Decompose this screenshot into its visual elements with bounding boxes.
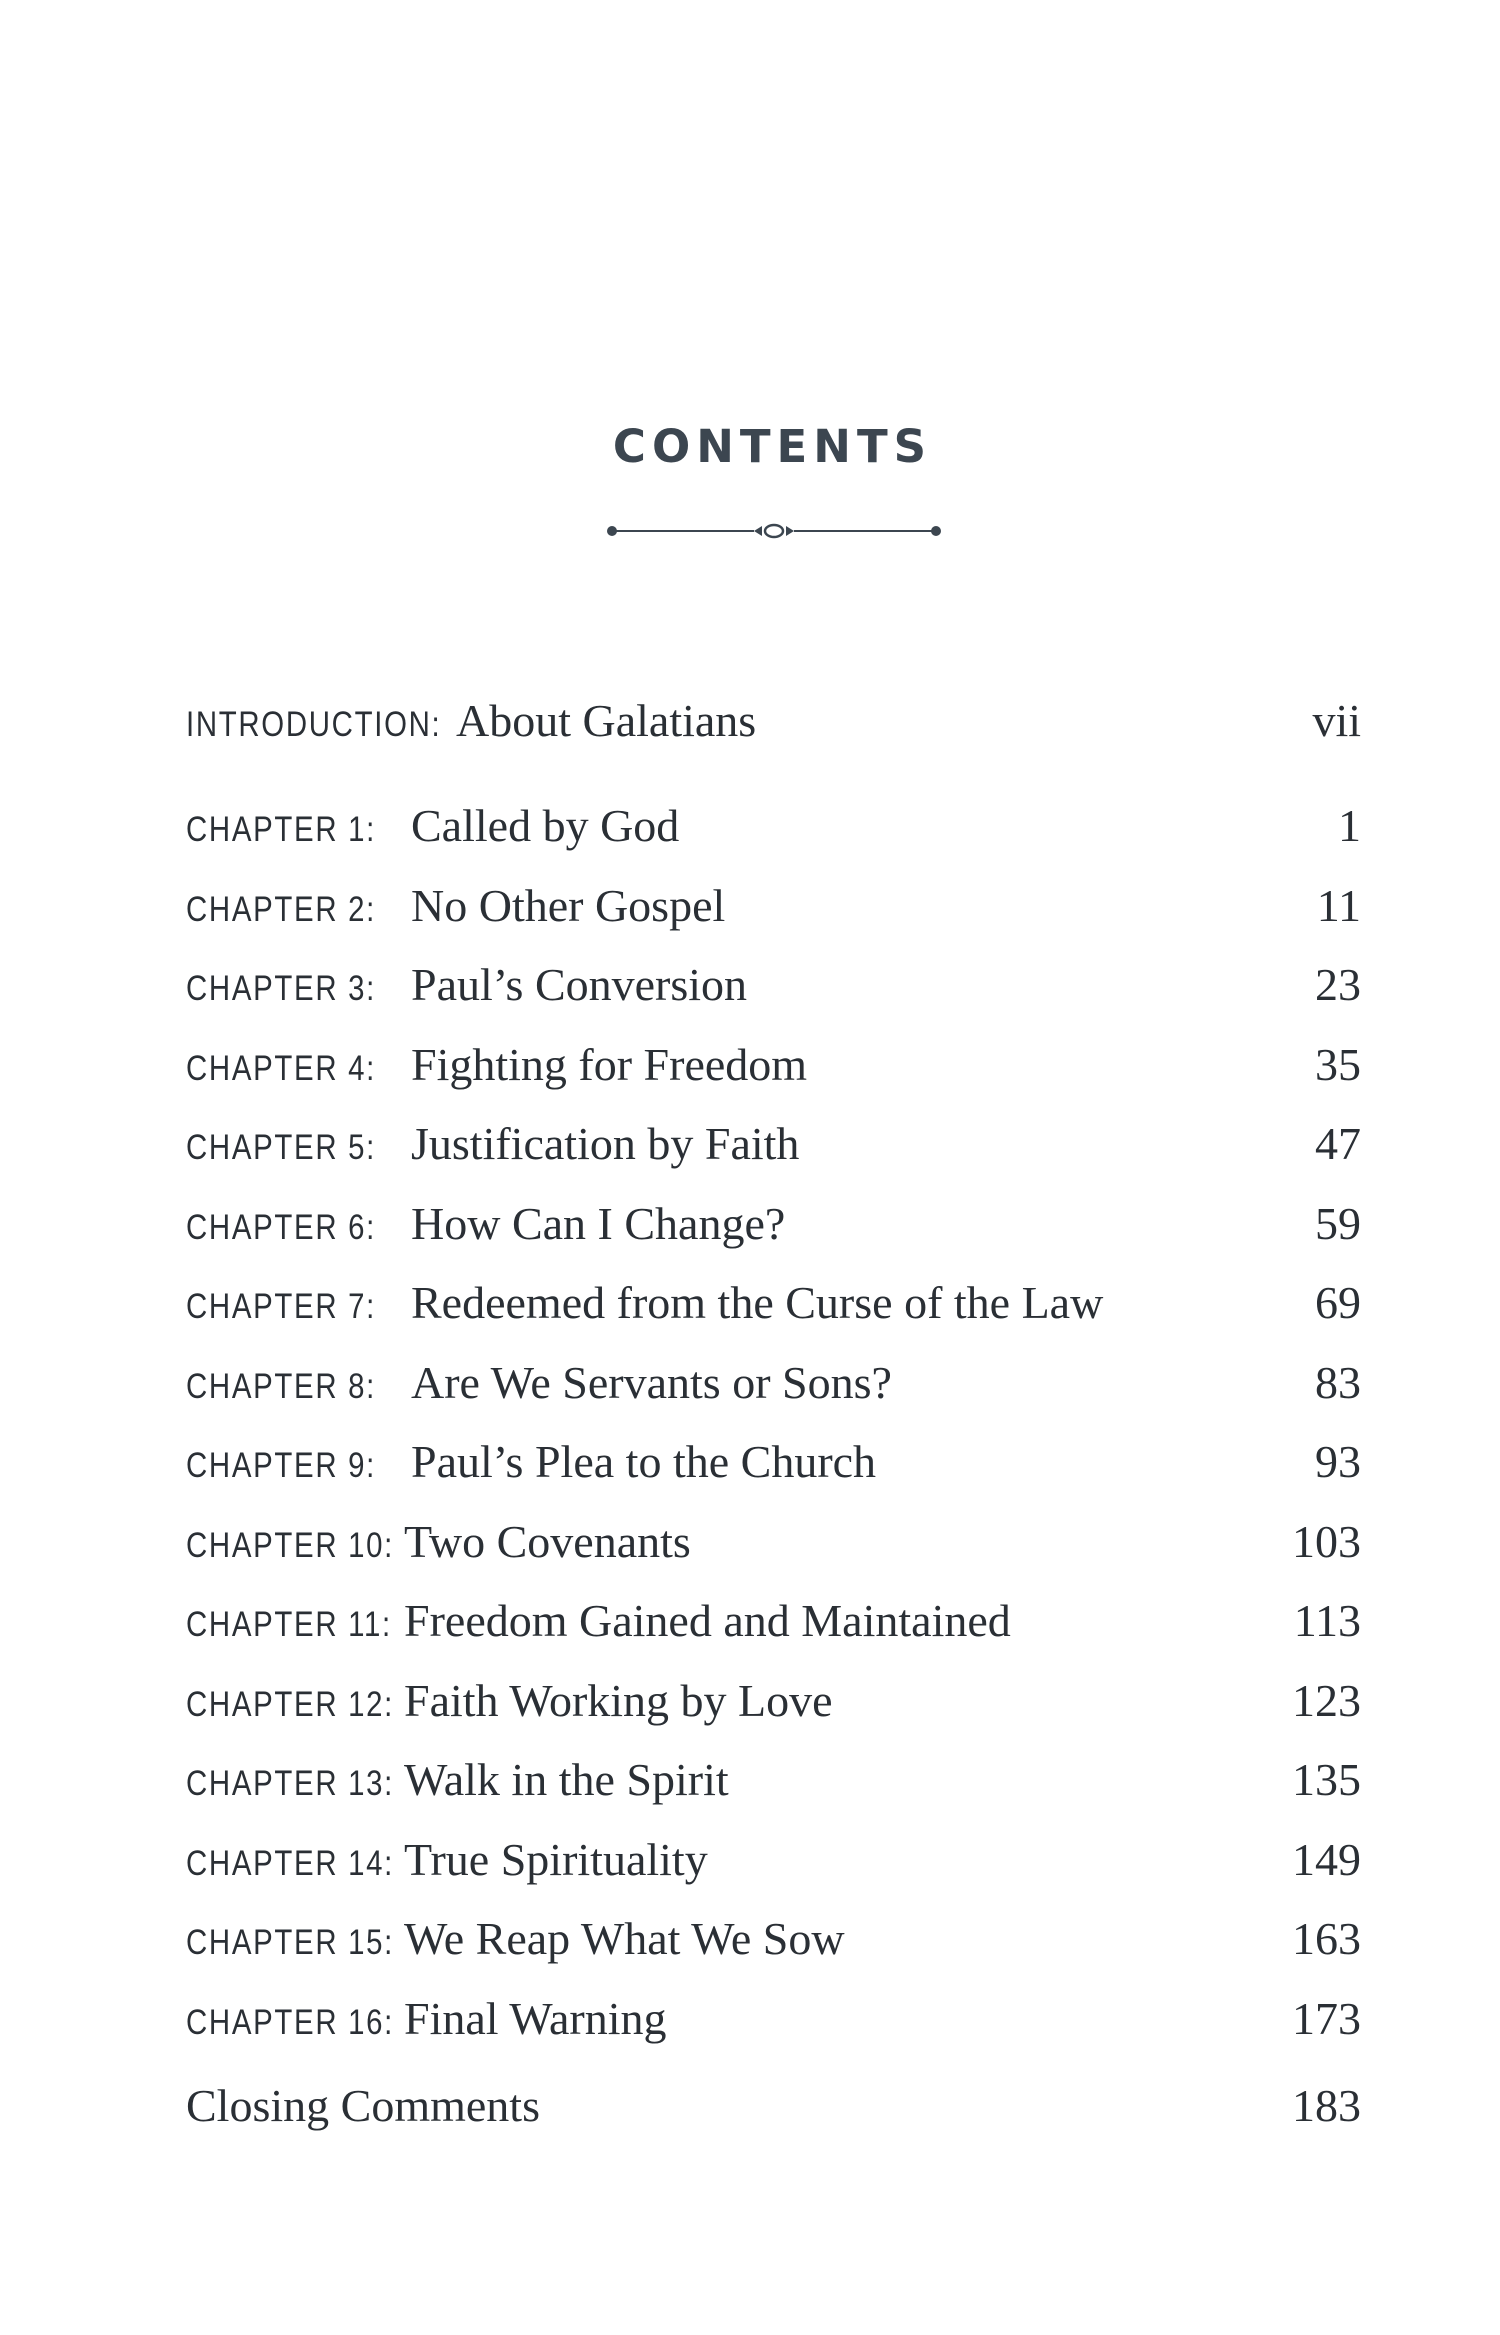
toc-chapter-row[interactable] — [186, 790, 1361, 860]
toc-title: Paul’s Conversion — [411, 959, 748, 1010]
toc-label: CHAPTER 11: — [186, 1605, 392, 1644]
toc-page-number: 23 — [1315, 959, 1361, 1010]
toc-label: CHAPTER 10: — [186, 1525, 395, 1565]
toc-closing-row[interactable] — [186, 2070, 1361, 2140]
toc-title: Final Warning — [404, 1992, 667, 2044]
toc-page-number: 69 — [1315, 1277, 1361, 1328]
toc-page-number: 163 — [1292, 1913, 1361, 1964]
toc-introduction-row[interactable] — [186, 685, 1361, 755]
toc-page-number: 173 — [1292, 1992, 1361, 2044]
toc-label: CHAPTER 16: — [186, 2002, 395, 2042]
toc-chapter-row[interactable] — [186, 1665, 1361, 1735]
toc-chapter-row[interactable] — [186, 1983, 1361, 2053]
toc-page-number: 123 — [1292, 1674, 1361, 1726]
toc-chapter-row[interactable] — [186, 1744, 1361, 1814]
toc-title: Are We Servants or Sons? — [411, 1356, 892, 1408]
toc-page-number: 35 — [1315, 1038, 1361, 1090]
toc-title: We Reap What We Sow — [404, 1913, 845, 1964]
toc-page-number: 47 — [1315, 1118, 1361, 1169]
toc-label: CHAPTER 1: — [186, 810, 376, 849]
toc-label: CHAPTER 6: — [186, 1207, 376, 1247]
toc-title: Faith Working by Love — [404, 1674, 833, 1726]
toc-chapter-row[interactable] — [186, 1506, 1361, 1576]
toc-chapter-row[interactable] — [186, 1267, 1361, 1337]
toc-label: CHAPTER 13: — [186, 1764, 395, 1803]
toc-title: Walk in the Spirit — [404, 1754, 729, 1805]
toc-chapter-row[interactable] — [186, 949, 1361, 1019]
toc-title: Called by God — [411, 800, 680, 851]
toc-chapter-row[interactable] — [186, 870, 1361, 940]
toc-chapter-row[interactable] — [186, 1824, 1361, 1894]
toc-label: CHAPTER 4: — [186, 1048, 376, 1088]
toc-page-number: 1 — [1338, 800, 1361, 851]
toc-label: CHAPTER 12: — [186, 1684, 395, 1724]
toc-chapter-row[interactable] — [186, 1029, 1361, 1099]
toc-title: How Can I Change? — [411, 1197, 786, 1249]
toc-title: Closing Comments — [186, 2080, 540, 2131]
toc-title: No Other Gospel — [411, 879, 726, 931]
toc-title: Freedom Gained and Maintained — [404, 1595, 1011, 1646]
toc-page-number: 59 — [1315, 1197, 1361, 1249]
toc-label: CHAPTER 15: — [186, 1923, 395, 1962]
toc-page-number: 83 — [1315, 1356, 1361, 1408]
toc-page-number: 103 — [1292, 1515, 1361, 1567]
toc-page-number: vii — [1312, 695, 1361, 746]
toc-chapter-row[interactable] — [186, 1108, 1361, 1178]
toc-title: True Spirituality — [404, 1833, 708, 1885]
toc-label: INTRODUCTION: — [186, 705, 442, 744]
toc-title: Two Covenants — [404, 1515, 691, 1567]
toc-label: CHAPTER 14: — [186, 1843, 395, 1883]
toc-page-number: 149 — [1292, 1833, 1361, 1885]
toc-title: Fighting for Freedom — [411, 1038, 808, 1090]
toc-chapter-row[interactable] — [186, 1347, 1361, 1417]
toc-page-number: 113 — [1293, 1595, 1361, 1646]
toc-label: CHAPTER 7: — [186, 1287, 376, 1326]
toc-page-number: 93 — [1315, 1436, 1361, 1487]
page-title: CONTENTS — [612, 420, 933, 473]
toc-label: CHAPTER 8: — [186, 1366, 376, 1406]
toc-chapter-row[interactable] — [186, 1188, 1361, 1258]
toc-title: Justification by Faith — [411, 1118, 800, 1169]
toc-chapter-row[interactable] — [186, 1426, 1361, 1496]
toc-page-number: 135 — [1292, 1754, 1361, 1805]
toc-chapter-row[interactable] — [186, 1585, 1361, 1655]
toc-label: CHAPTER 2: — [186, 889, 376, 929]
toc-title: Paul’s Plea to the Church — [411, 1436, 877, 1487]
toc-title: Redeemed from the Curse of the Law — [411, 1277, 1104, 1328]
toc-page-number: 183 — [1292, 2080, 1361, 2131]
toc-title: About Galatians — [456, 695, 757, 746]
toc-label: CHAPTER 5: — [186, 1128, 376, 1167]
toc-label: CHAPTER 3: — [186, 969, 376, 1008]
toc-label: CHAPTER 9: — [186, 1446, 376, 1485]
toc-chapter-row[interactable] — [186, 1903, 1361, 1973]
toc-page-number: 11 — [1316, 879, 1361, 931]
